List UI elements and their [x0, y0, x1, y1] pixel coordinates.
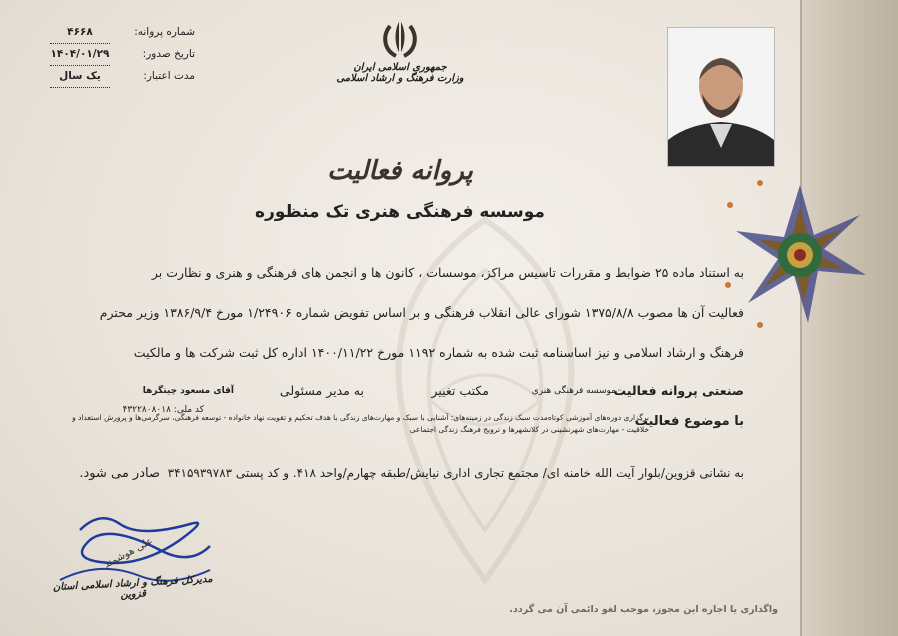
issue-date-label: تاریخ صدور: [142, 48, 195, 60]
document-title: پروانه فعالیت [327, 156, 473, 186]
license-number-row [50, 22, 195, 44]
issued-text: صادر می شود. [79, 466, 160, 481]
body-line-1: به استناد ماده ۲۵ ضوابط و مقررات تاسیس مراکز، موسسات ، کانون ها و انجمن های فرهنگی و هنری و نظارت بر [151, 265, 744, 280]
validity-label: مدت اعتبار: [143, 70, 195, 82]
organization-name: موسسه فرهنگی هنری تک منظوره [255, 202, 545, 222]
emblem-country: جمهوری اسلامی ایران [353, 62, 447, 73]
license-number: ۴۶۶۸ [50, 22, 110, 44]
body-line-2: فعالیت آن ها مصوب ۱۳۷۵/۸/۸ شورای عالی انقلاب فرهنگی و بر اساس تفویض شماره ۱/۲۴۹۰۶ مورخ ۱۳۸۶/۹/۴ وزیر محترم [99, 305, 744, 320]
subject-text: برگزاری دوره‌های آموزشی کوتاه‌مدت سبک زندگی در زمینه‌های: آشنایی با سبک و مهارت‌های زندگی با هدف تحکیم و تقویت نهاد خانواده - توسعه فرهنگی، سرگرمی‌ها و پرورش استعداد و خلاقیت - مهارت‌های شهرنشینی در کلانشهرها و ترویج فرهنگ زندگی اجتماعی [72, 413, 649, 434]
activity-license-label: صنعتی پروانه فعالیت [613, 383, 744, 398]
ministry-emblem [330, 18, 470, 84]
issue-date-row [50, 44, 195, 66]
school-label: مکتب تغییر [431, 383, 489, 398]
validity-value: یک سال [50, 66, 110, 88]
issue-date: ۱۴۰۴/۰۱/۲۹ [50, 44, 110, 66]
emblem-ministry: وزارت فرهنگ و ارشاد اسلامی [336, 73, 464, 84]
body-line-3: فرهنگ و ارشاد اسلامی و نیز اساسنامه ثبت شده به شماره ۱۱۹۲ مورخ ۱۴۰۰/۱۱/۲۲ اداره کل ثبت شرکت ها و مالکیت [133, 345, 744, 360]
subject-label: با موضوع فعالیت [634, 414, 744, 429]
signature-mark [40, 510, 230, 620]
manager-name: آقای مسعود چیتگرها [142, 386, 234, 396]
address-line: به نشانی قزوین/بلوار آیت الله خامنه ای/ مجتمع تجاری اداری نیایش/طبقه چهارم/واحد ۴۱۸. و کد پستی ۳۴۱۵۹۳۹۷۸۳ [167, 466, 744, 480]
national-code: کد ملی: ۴۳۲۲۸۰۸۰۱۸ [122, 405, 204, 415]
signer-name: علی هوشمند [102, 535, 155, 571]
footer-notice: واگذاری یا اجاره این مجوز، موجب لغو دائمی آن می گردد. [509, 604, 778, 615]
validity-row [50, 66, 195, 88]
iran-emblem-icon [378, 18, 422, 58]
activity-type: موسسه فرهنگی هنری [531, 386, 616, 396]
holder-photo [667, 27, 775, 167]
manager-label: به مدیر مسئولی [279, 383, 364, 398]
license-number-label: شماره پروانه: [134, 26, 195, 38]
portrait-image [668, 28, 774, 166]
license-meta [50, 22, 195, 88]
signer-title: مدیرکل فرهنگ و ارشاد اسلامی استان قزوین [52, 573, 213, 601]
